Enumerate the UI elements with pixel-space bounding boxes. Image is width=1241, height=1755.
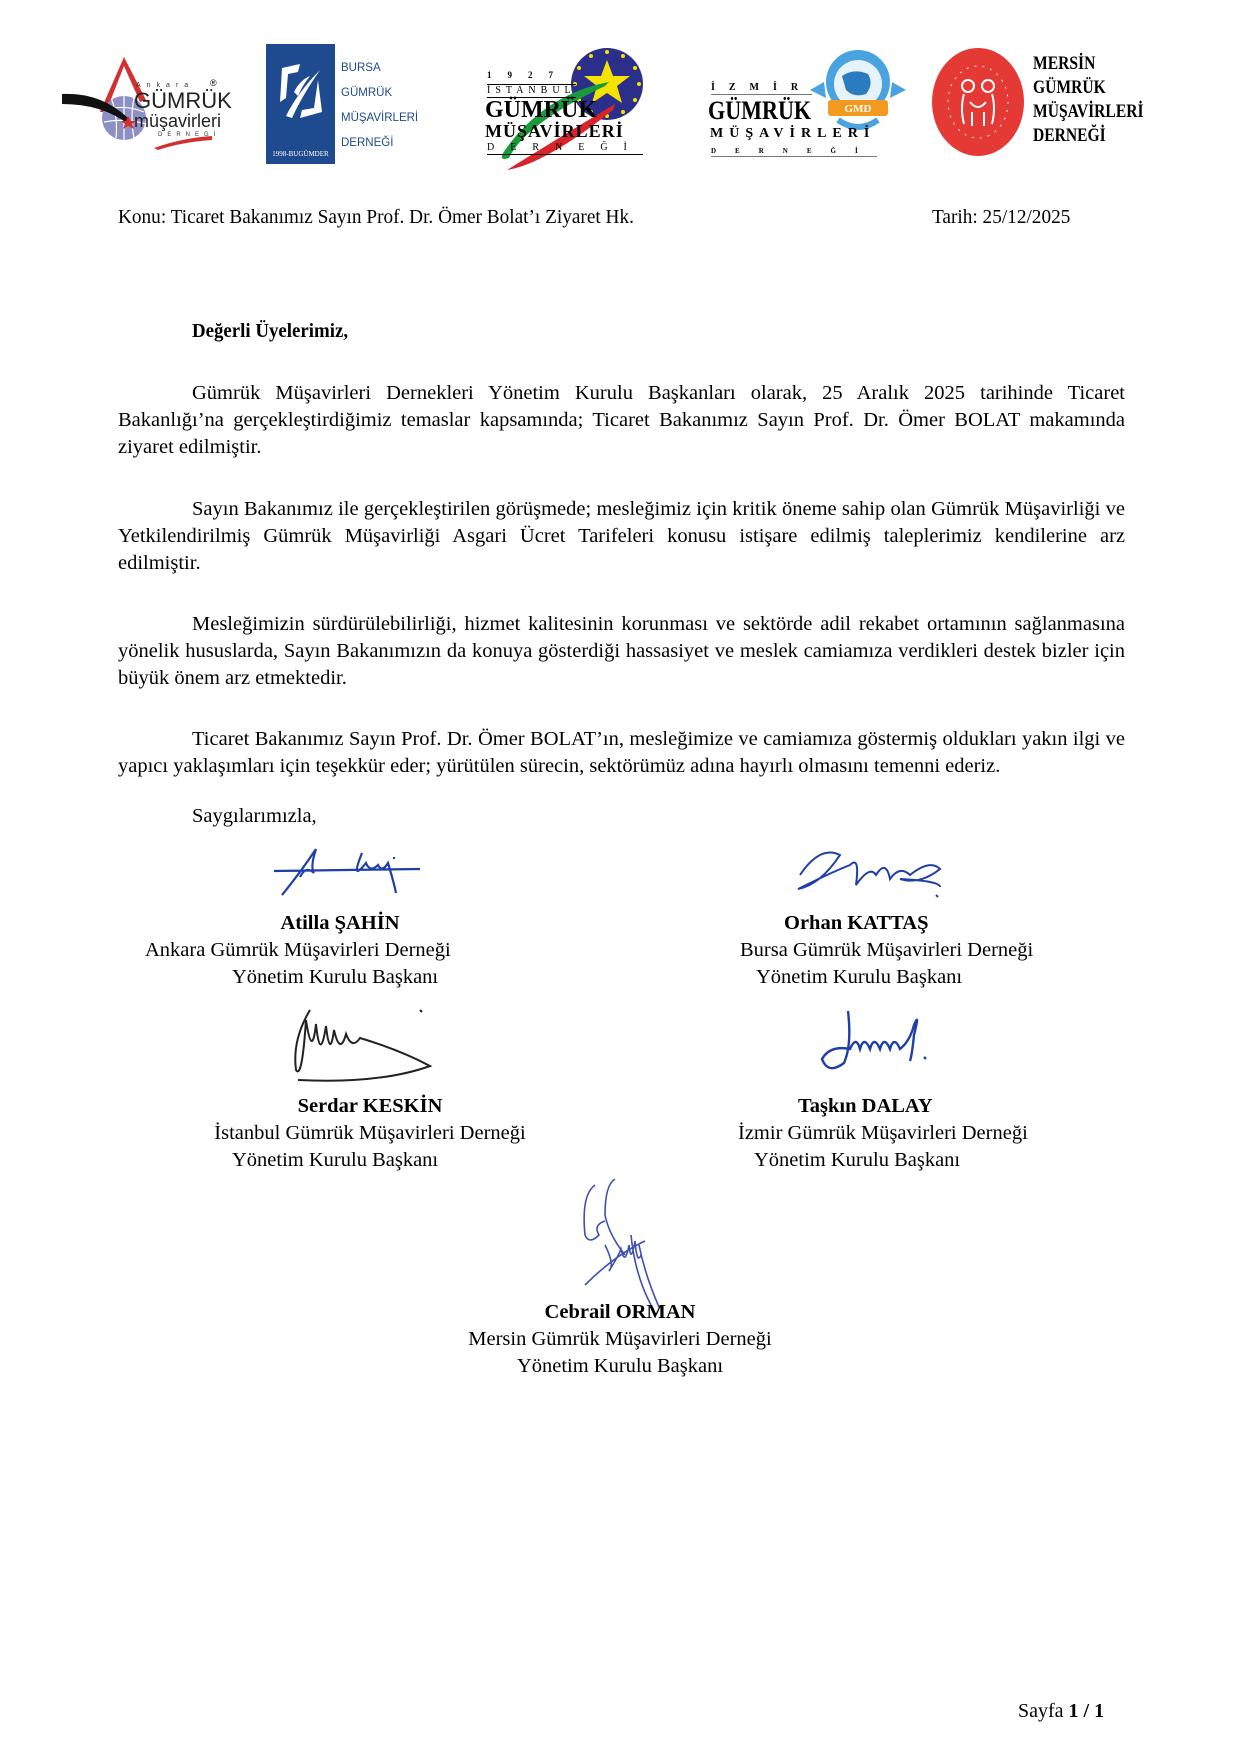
ankara-logo-main: GÜMRÜK [134,88,232,113]
signatory-name: Taşkın DALAY [798,1095,933,1117]
mersin-logo-text [1033,52,1144,148]
bursa-logo-line: MÜŞAVİRLERİ [341,112,419,124]
page-total: 1 [1094,1700,1105,1722]
body-paragraph: Sayın Bakanımız ile gerçekleştirilen görüşmede; mesleğimiz için kritik öneme sahip olan Gümrük Müşavirliği ve Yetkilendirilmiş Gümrük Müşavirliği Asgari Ücret Tarifeleri konusu istişare edilmiş taleplerimiz kendilerine arz edilmiştir. [118,498,1125,574]
izmir-logo-sub: MÜŞAVİRLERİ [710,126,876,141]
letter-date: Tarih: 25/12/2025 [932,206,1071,228]
signatory-organization: Ankara Gümrük Müşavirleri Derneği [145,939,451,961]
page-current: 1 [1068,1700,1079,1722]
page-separator: / [1083,1700,1090,1722]
istanbul-logo-sub: MÜŞAVİRLERİ [485,121,624,141]
mersin-association-logo [930,46,1144,161]
signatory-block [420,1299,820,1380]
signatory-title: Yönetim Kurulu Başkanı [232,966,439,988]
istanbul-logo-year: 1927 [487,70,569,80]
signatory-name: Atilla ŞAHİN [280,912,400,934]
izmir-globe-icon [804,46,916,138]
signatory-name: Serdar KESKİN [297,1095,443,1117]
bursa-logo-line: BURSA [341,62,381,74]
bursa-logo-year: 1998-BUGÜMDER [272,150,329,158]
izmir-association-logo [708,44,908,164]
bursa-emblem-icon [278,62,324,122]
ankara-logo-bottom: DERNEGİ [158,132,221,138]
signatory-organization: Bursa Gümrük Müşavirleri Derneği [740,939,1034,961]
signatory-organization: Mersin Gümrük Müşavirleri Derneği [468,1328,772,1350]
mersin-logo-line: MERSİN [1033,53,1096,74]
izmir-logo-main: GÜMRÜK [708,96,812,125]
signatory-organization: İstanbul Gümrük Müşavirleri Derneği [214,1122,526,1144]
izmir-badge-text: GMD [844,103,872,115]
mersin-logo-line: DERNEĞİ [1033,125,1106,146]
registered-mark: ® [210,78,217,88]
istanbul-logo-bottom: DERNEĞİ [487,142,643,153]
signature-atilla-sahin [270,843,450,903]
signatory-name: Orhan KATTAŞ [784,912,929,934]
signatory-title: Yönetim Kurulu Başkanı [516,1355,724,1377]
signatory-block [720,910,1100,991]
mersin-logo-line: MÜŞAVİRLERİ [1033,101,1144,122]
bursa-logo-line: DERNEĞİ [341,137,394,149]
signature-taskin-dalay [820,1005,960,1085]
ankara-logo-city: Ankara [136,82,195,89]
signatory-title: Yönetim Kurulu Başkanı [754,1149,961,1171]
signatory-title: Yönetim Kurulu Başkanı [756,966,963,988]
body-paragraph: Gümrük Müşavirleri Dernekleri Yönetim Kurulu Başkanları olarak, 25 Aralık 2025 tarihinde Ticaret Bakanlığı’na gerçekleştirdiğimiz temaslar kapsamında; Ticaret Bakanımız Sayın Prof. Dr. Ömer BOLAT makamında ziyaret edilmiştir. [118,382,1125,458]
body-paragraph: Mesleğimizin sürdürülebilirliği, hizmet kalitesinin korunması ve sektörde adil rekabet ortamının sağlanmasına yönelik hususlarda, Sayın Bakanımızın da konuya gösterdiği hassasiyet ve meslek camiamıza verdikleri destek bizler için büyük önem arz etmektedir. [118,613,1125,689]
bursa-association-logo [266,44,436,164]
letter-subject: Konu: Ticaret Bakanımız Sayın Prof. Dr. Ömer Bolat’ı Ziyaret Hk. [118,206,634,228]
bursa-logo-line: GÜMRÜK [341,87,393,99]
body-paragraph: Ticaret Bakanımız Sayın Prof. Dr. Ömer BOLAT’ın, mesleğimize ve camiamıza göstermiş oldukları yakın ilgi ve yapıcı yaklaşımları için teşekkür eder; yürütülen sürecin, sektörümüz adına hayırlı olmasını temenni ederiz. [118,728,1125,777]
bursa-logo-text [341,56,418,156]
signatory-block [140,910,540,991]
signatory-block [700,1093,1100,1174]
signatory-title: Yönetim Kurulu Başkanı [232,1149,439,1171]
ankara-logo-sub: müşavirleri [134,111,222,131]
ankara-association-logo [62,52,232,152]
signature-orhan-kattas [790,845,970,903]
letter-greeting: Değerli Üyelerimiz, [192,320,349,342]
signature-serdar-keskin [290,1000,450,1090]
mersin-logo-line: GÜMRÜK [1033,77,1106,98]
signatory-block [170,1093,570,1174]
istanbul-logo-city: İSTANBUL [487,85,576,96]
page-label: Sayfa [1018,1700,1064,1722]
bursa-logo-box [266,44,335,164]
page-number [1018,1700,1104,1723]
signatory-name: Cebrail ORMAN [544,1301,696,1323]
izmir-logo-city: İZMİR [711,82,813,93]
signature-cebrail-orman [575,1175,695,1315]
istanbul-association-logo [485,44,643,164]
letter-closing: Saygılarımızla, [192,805,317,827]
signatory-organization: İzmir Gümrük Müşavirleri Derneği [738,1122,1028,1144]
istanbul-logo-main: GÜMRÜK [485,97,597,123]
izmir-logo-bottom: DERNEĞİ [711,147,877,155]
mersin-seal-icon [930,46,1028,160]
